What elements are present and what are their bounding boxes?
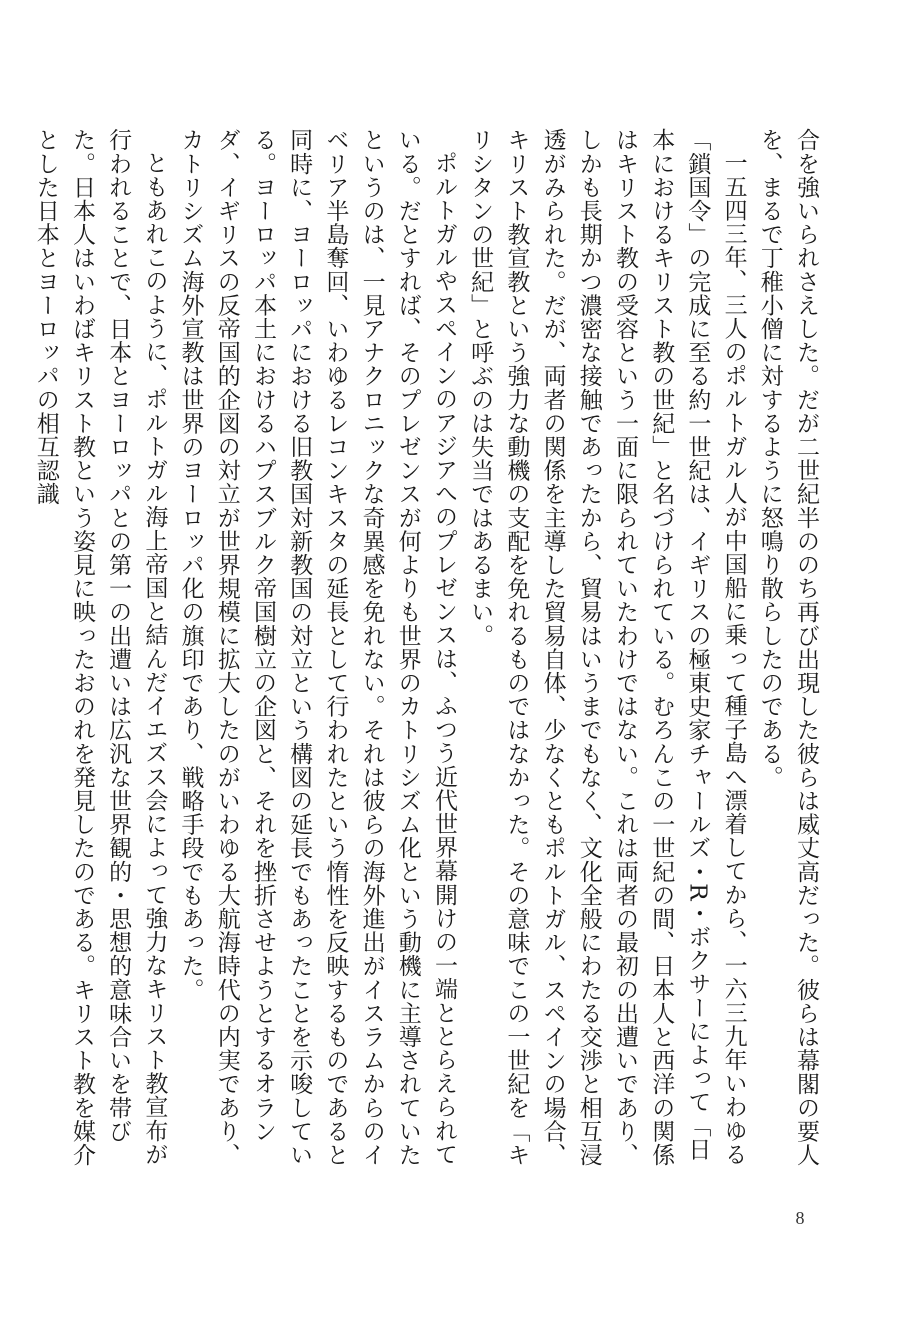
paragraph-1: 合を強いられさえした。だが二世紀半ののち再び出現した彼らは威丈高だった。彼らは幕閣の要人を、まるで丁稚小僧に対するように怒鳴り散らしたのである。 (756, 128, 819, 1167)
paragraph-4: ともあれこのように、ポルトガル海上帝国と結んだイエズス会によって強力なキリスト教宣布が行われることで、日本とヨーロッパとの第一の出遭いは広汎な世界観的・思想的意味合いを帯びた。日本人はいわばキリスト教という姿見に映ったおのれを発見したのである。キリスト教を媒介とした日本とヨーロッパの相互認識 (32, 128, 168, 1167)
paragraph-3: ポルトガルやスペインのアジアへのプレゼンスは、ふつう近代世界幕開けの一端ととらえられている。だとすれば、そのプレゼンスが何よりも世界のカトリシズム化という動機に主導されていたというのは、一見アナクロニックな奇異感を免れない。それは彼らの海外進出がイスラムからのイベリア半島奪回、いわゆるレコンキスタの延長として行われたという惰性を反映するものであると同時に、ヨーロッパにおける旧教国対新教国の対立という構図の延長でもあったことを示唆している。ヨーロッパ本土におけるハプスブルク帝国樹立の企図と、それを挫折させようとするオランダ、イギリスの反帝国的企図の対立が世界規模に拡大したのがいわゆる大航海時代の内実であり、カトリシズム海外宣教は世界のヨーロッパ化の旗印であり、戦略手段でもあった。 (177, 128, 457, 1167)
paragraph-2: 一五四三年、三人のポルトガル人が中国船に乗って種子島へ漂着してから、一六三九年いわゆる「鎖国令」の完成に至る約一世紀は、イギリスの極東史家チャールズ・R・ボクサーによって「日本におけるキリスト教の世紀」と名づけられている。むろんこの一世紀の間、日本人と西洋の関係はキリスト教の受容という一面に限られていたわけではない。これは両者の最初の出遭いであり、しかも長期かつ濃密な接触であったから、貿易はいうまでもなく、文化全般にわたる交渉と相互浸透がみられた。だが、両者の関係を主導した貿易自体、少なくともポルトガル、スペインの場合、キリスト教宣教という強力な動機の支配を免れるものではなかった。その意味でこの一世紀を「キリシタンの世紀」と呼ぶのは失当ではあるまい。 (467, 128, 747, 1167)
page-number: 8 (795, 1208, 805, 1228)
vertical-text-body (32, 128, 824, 1178)
